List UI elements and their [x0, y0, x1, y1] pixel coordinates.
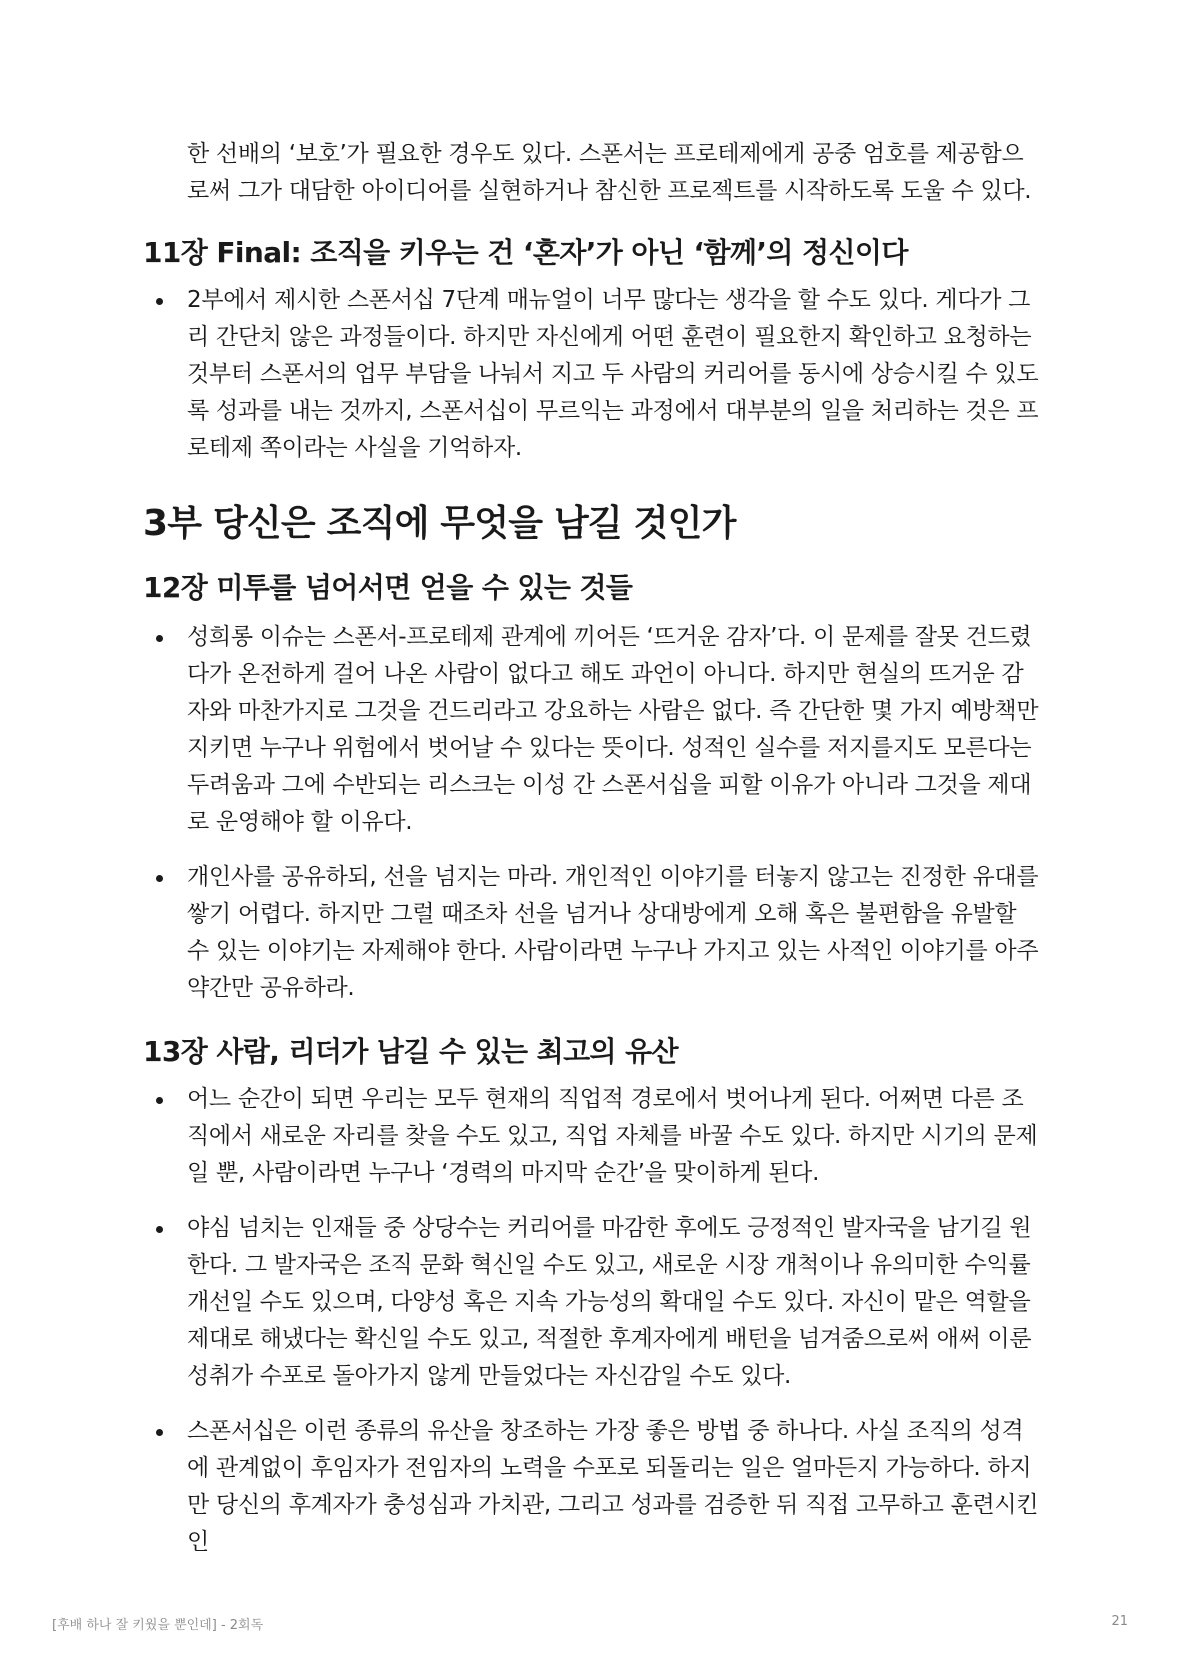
- chapter-11-bullets: [143, 282, 1043, 467]
- part-3-heading: 3부 당신은 조직에 무엇을 남길 것인가: [143, 503, 736, 544]
- bullet-dot: [156, 1429, 163, 1436]
- chapter-13-heading: 13장 사람, 리더가 남길 수 있는 최고의 유산: [143, 1035, 679, 1068]
- list-item: 야심 넘치는 인재들 중 상당수는 커리어를 마감한 후에도 긍정적인 발자국을 남기길 원한다. 그 발자국은 조직 문화 혁신일 수도 있고, 새로운 시장 개척이나 유의미한 수익률 개선일 수도 있으며, 다양성 혹은 지속 가능성의 확대일 수도 있다. 자신이 맡은 역할을 제대로 해냈다는 확신일 수도 있고, 적절한 후계자에게 배턴을 넘겨줌으로써 애써 이룬 성취가 수포로 돌아가지 않게 만들었다는 자신감일 수도 있다.: [143, 1210, 1043, 1395]
- bullet-dot: [156, 1097, 163, 1104]
- continuation-paragraph: 한 선배의 ‘보호’가 필요한 경우도 있다. 스폰서는 프로테제에게 공중 엄호를 제공함으로써 그가 대담한 아이디어를 실현하거나 참신한 프로젝트를 시작하도록 도울 수 있다.: [187, 141, 1032, 204]
- bullet-dot: [156, 1226, 163, 1233]
- page-number: 21: [1111, 1614, 1128, 1629]
- list-item: 어느 순간이 되면 우리는 모두 현재의 직업적 경로에서 벗어나게 된다. 어쩌면 다른 조직에서 새로운 자리를 찾을 수도 있고, 직업 자체를 바꿀 수도 있다. 하지만 시기의 문제일 뿐, 사람이라면 누구나 ‘경력의 마지막 순간’을 맞이하게 된다.: [143, 1081, 1043, 1192]
- bullet-dot: [156, 635, 163, 642]
- list-item: 개인사를 공유하되, 선을 넘지는 마라. 개인적인 이야기를 터놓지 않고는 진정한 유대를 쌓기 어렵다. 하지만 그럴 때조차 선을 넘거나 상대방에게 오해 혹은 불편함을 유발할 수 있는 이야기는 자제해야 한다. 사람이라면 누구나 가지고 있는 사적인 이야기를 아주 약간만 공유하라.: [143, 859, 1043, 1007]
- chapter-11-heading: 11장 Final: 조직을 키우는 건 ‘혼자’가 아닌 ‘함께’의 정신이다: [143, 236, 908, 269]
- chapter-13-bullets: [143, 1081, 1043, 1561]
- page-content: [143, 136, 1043, 1561]
- bullet-dot: [156, 298, 163, 305]
- list-item: 2부에서 제시한 스폰서십 7단계 매뉴얼이 너무 많다는 생각을 할 수도 있다. 게다가 그리 간단치 않은 과정들이다. 하지만 자신에게 어떤 훈련이 필요한지 확인하고 요청하는 것부터 스폰서의 업무 부담을 나눠서 지고 두 사람의 커리어를 동시에 상승시킬 수 있도록 성과를 내는 것까지, 스폰서십이 무르익는 과정에서 대부분의 일을 처리하는 것은 프로테제 쪽이라는 사실을 기억하자.: [143, 282, 1043, 467]
- footer-book-title: [후배 하나 잘 키웠을 뿐인데] - 2회독: [52, 1618, 264, 1633]
- chapter-12-heading: 12장 미투를 넘어서면 얻을 수 있는 것들: [143, 571, 633, 604]
- bullet-dot: [156, 875, 163, 882]
- list-item: 스폰서십은 이런 종류의 유산을 창조하는 가장 좋은 방법 중 하나다. 사실 조직의 성격에 관계없이 후임자가 전임자의 노력을 수포로 되돌리는 일은 얼마든지 가능하다. 하지만 당신의 후계자가 충성심과 가치관, 그리고 성과를 검증한 뒤 직접 고무하고 훈련시킨 인: [143, 1413, 1043, 1561]
- list-item: 성희롱 이슈는 스폰서-프로테제 관계에 끼어든 ‘뜨거운 감자’다. 이 문제를 잘못 건드렸다가 온전하게 걸어 나온 사람이 없다고 해도 과언이 아니다. 하지만 현실의 뜨거운 감자와 마찬가지로 그것을 건드리라고 강요하는 사람은 없다. 즉 간단한 몇 가지 예방책만 지키면 누구나 위험에서 벗어날 수 있다는 뜻이다. 성적인 실수를 저지를지도 모른다는 두려움과 그에 수반되는 리스크는 이성 간 스폰서십을 피할 이유가 아니라 그것을 제대로 운영해야 할 이유다.: [143, 619, 1043, 841]
- chapter-12-bullets: [143, 619, 1043, 1007]
